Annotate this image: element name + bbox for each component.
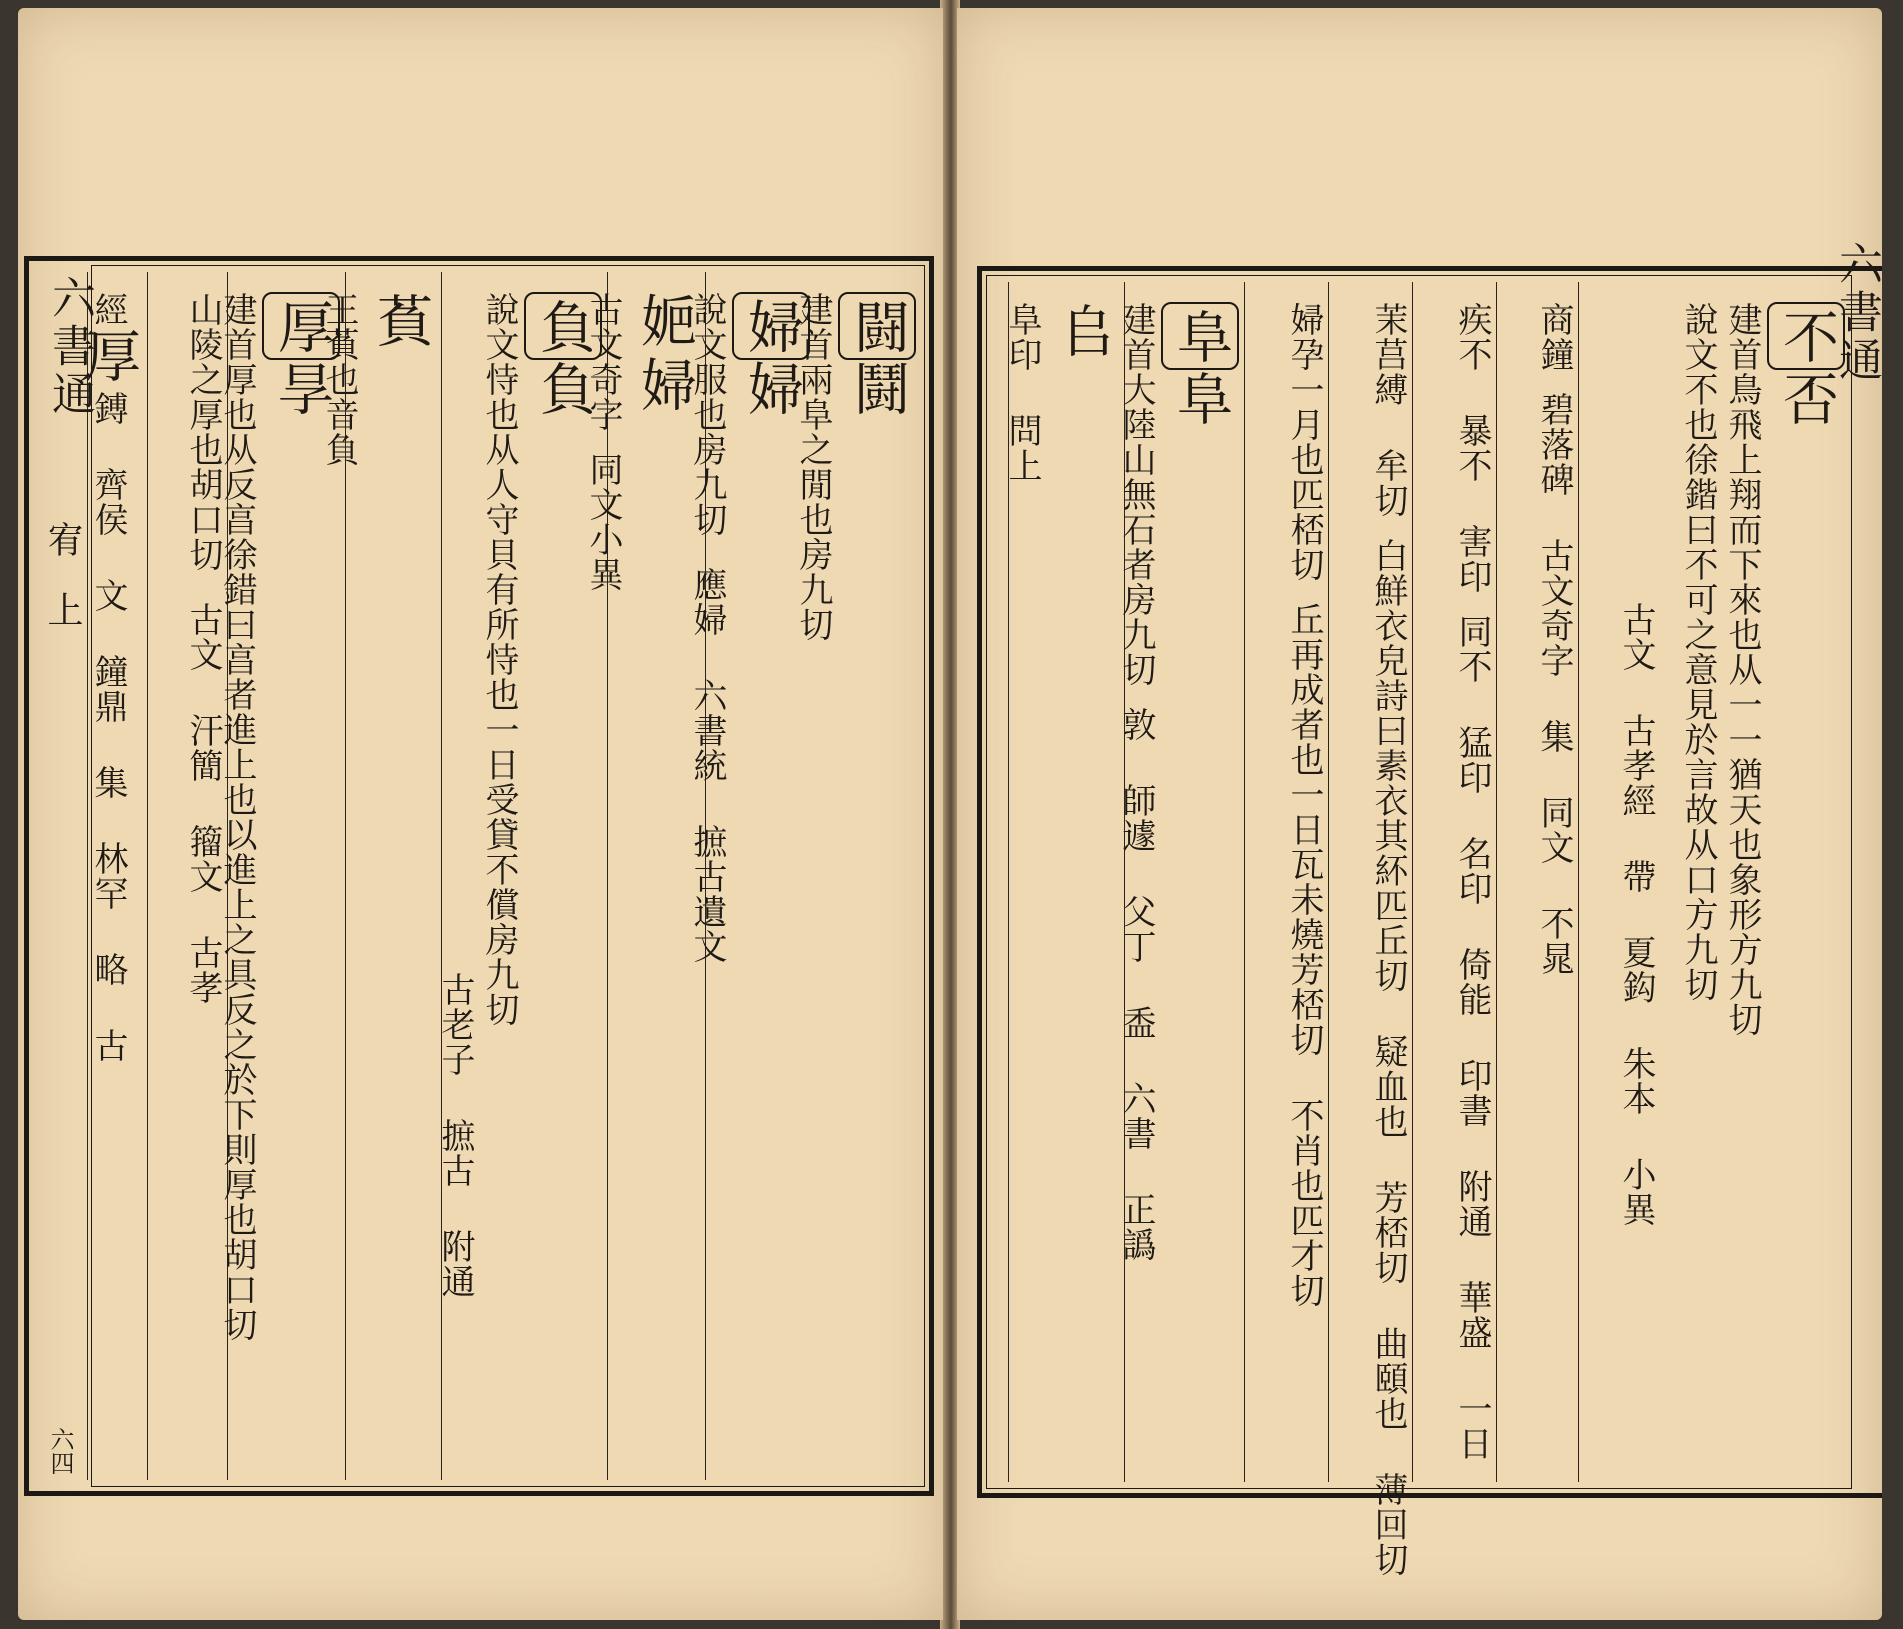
- right-text-block: [986, 275, 1852, 1577]
- entry-source: 敦 師遽 父丁 盉 六書 正譌: [1116, 707, 1156, 1262]
- entry-head: 不: [1767, 302, 1845, 370]
- entry-note: 疾不 暴不 害印: [1452, 302, 1492, 594]
- seal-glyph: 負: [531, 360, 596, 424]
- entry-note: 阜印 問上: [1002, 302, 1042, 483]
- entry-note: 山陵之厚也胡口切: [183, 292, 223, 572]
- entry-head: 厚: [262, 292, 340, 360]
- column-entry-4: [1412, 282, 1497, 1482]
- entry-head: 𠂤: [1051, 302, 1116, 366]
- entry-source: 鎛 齊侯 文 鐘鼎 集 林罕 略 古: [88, 391, 128, 1063]
- column-entry-8: [76, 272, 148, 1480]
- entry-note: 經: [88, 292, 128, 327]
- seal-glyph: 阜: [1168, 370, 1233, 434]
- entry-note: 古文奇字: [583, 292, 623, 432]
- entry-head: 阜: [1161, 302, 1239, 370]
- seal-glyph: 厚: [76, 327, 141, 391]
- column-entry-3: [583, 272, 706, 1480]
- entry-source: 古文 古孝經 帶 夏鈎 朱本 小異: [1616, 602, 1656, 1227]
- column-entry-3: [1496, 282, 1579, 1482]
- column-entry-7: [147, 272, 228, 1480]
- column-entry-2: [1578, 282, 1661, 1482]
- entry-head: 負: [524, 292, 602, 360]
- entry-source: 古文 汗簡 籀文 古孝: [183, 602, 223, 1005]
- margin-rhyme: 宥: [42, 521, 83, 561]
- entry-source: 丘再成者也一日瓦未燒芳桮切 不肖也匹才切: [1284, 602, 1324, 1308]
- left-text-block: [76, 265, 925, 1487]
- right-page: [957, 8, 1882, 1620]
- column-entry-1: [793, 272, 924, 1480]
- entry-note: 婦孕一月也匹桮切: [1284, 302, 1324, 582]
- page-number: 六四: [46, 1427, 74, 1475]
- entry-head: 婦: [732, 292, 810, 360]
- entry-note: 說文恃也从人守貝有所恃也一日受貸不償房九切: [479, 292, 519, 1027]
- seal-glyph: 萯: [368, 292, 433, 356]
- entry-source: 古老子 摭古 附通: [435, 972, 475, 1299]
- entry-head: 闘: [838, 292, 916, 360]
- entry-source: 碧落碑 古文奇字 集 同文 不晁: [1534, 392, 1574, 976]
- right-page-frame: [977, 241, 1882, 1577]
- seal-glyph: 婦: [632, 356, 697, 420]
- column-entry-6: [1244, 282, 1329, 1482]
- column-entry-5: [319, 272, 442, 1480]
- entry-source: 應婦 六書統 摭古遺文: [687, 567, 727, 964]
- seal-glyph: 否: [1774, 370, 1839, 434]
- entry-source: 同文小異: [583, 452, 623, 592]
- entry-source: 說文不也徐鍇曰不可之意見於言故从口方九切: [1678, 302, 1718, 1002]
- column-entry-6: [217, 272, 346, 1480]
- entry-source: 白鮮衣皃詩曰素衣其紑匹丘切 疑血也 芳桮切 曲頤也 薄回切: [1368, 538, 1408, 1577]
- entry-note: 建首鳥飛上翔而下來也从一一猶天也象形方九切: [1722, 302, 1762, 1037]
- seal-glyph: 㛂: [632, 292, 697, 356]
- entry-note: 茉莒縛 牟切: [1368, 302, 1408, 518]
- margin-volume: 上: [42, 591, 83, 631]
- margin-book-title: 六書通: [44, 275, 95, 419]
- entry-note: 王萯也音負: [319, 292, 359, 467]
- seal-glyph: 㫗: [269, 360, 334, 424]
- left-page-frame: [24, 256, 934, 1496]
- column-entry-7: [1116, 282, 1245, 1482]
- seal-glyph: 鬪: [845, 360, 910, 424]
- column-entry-4: [435, 272, 608, 1480]
- entry-source: 同不 猛印 名印 倚能 印書 附通 華盛 一日: [1452, 614, 1492, 1461]
- seal-glyph: 婦: [739, 360, 804, 424]
- entry-note: 建首大陸山無石者房九切: [1116, 302, 1156, 687]
- entry-note: 商鐘: [1534, 302, 1574, 372]
- entry-note: 建首兩阜之閒也房九切: [793, 292, 833, 642]
- entry-note: 說文服也房九切: [687, 292, 727, 537]
- left-page: [18, 8, 943, 1620]
- column-entry-2: [687, 272, 816, 1480]
- entry-note: 建首厚也从反亯徐錯曰亯者進上也以進上之具反之於下則厚也胡口切: [217, 292, 257, 1342]
- column-entry-5: [1328, 282, 1413, 1577]
- margin-book-title: 六書通: [1831, 241, 1882, 385]
- column-entry-8: [1002, 282, 1125, 1482]
- column-entry-1: [1661, 282, 1851, 1482]
